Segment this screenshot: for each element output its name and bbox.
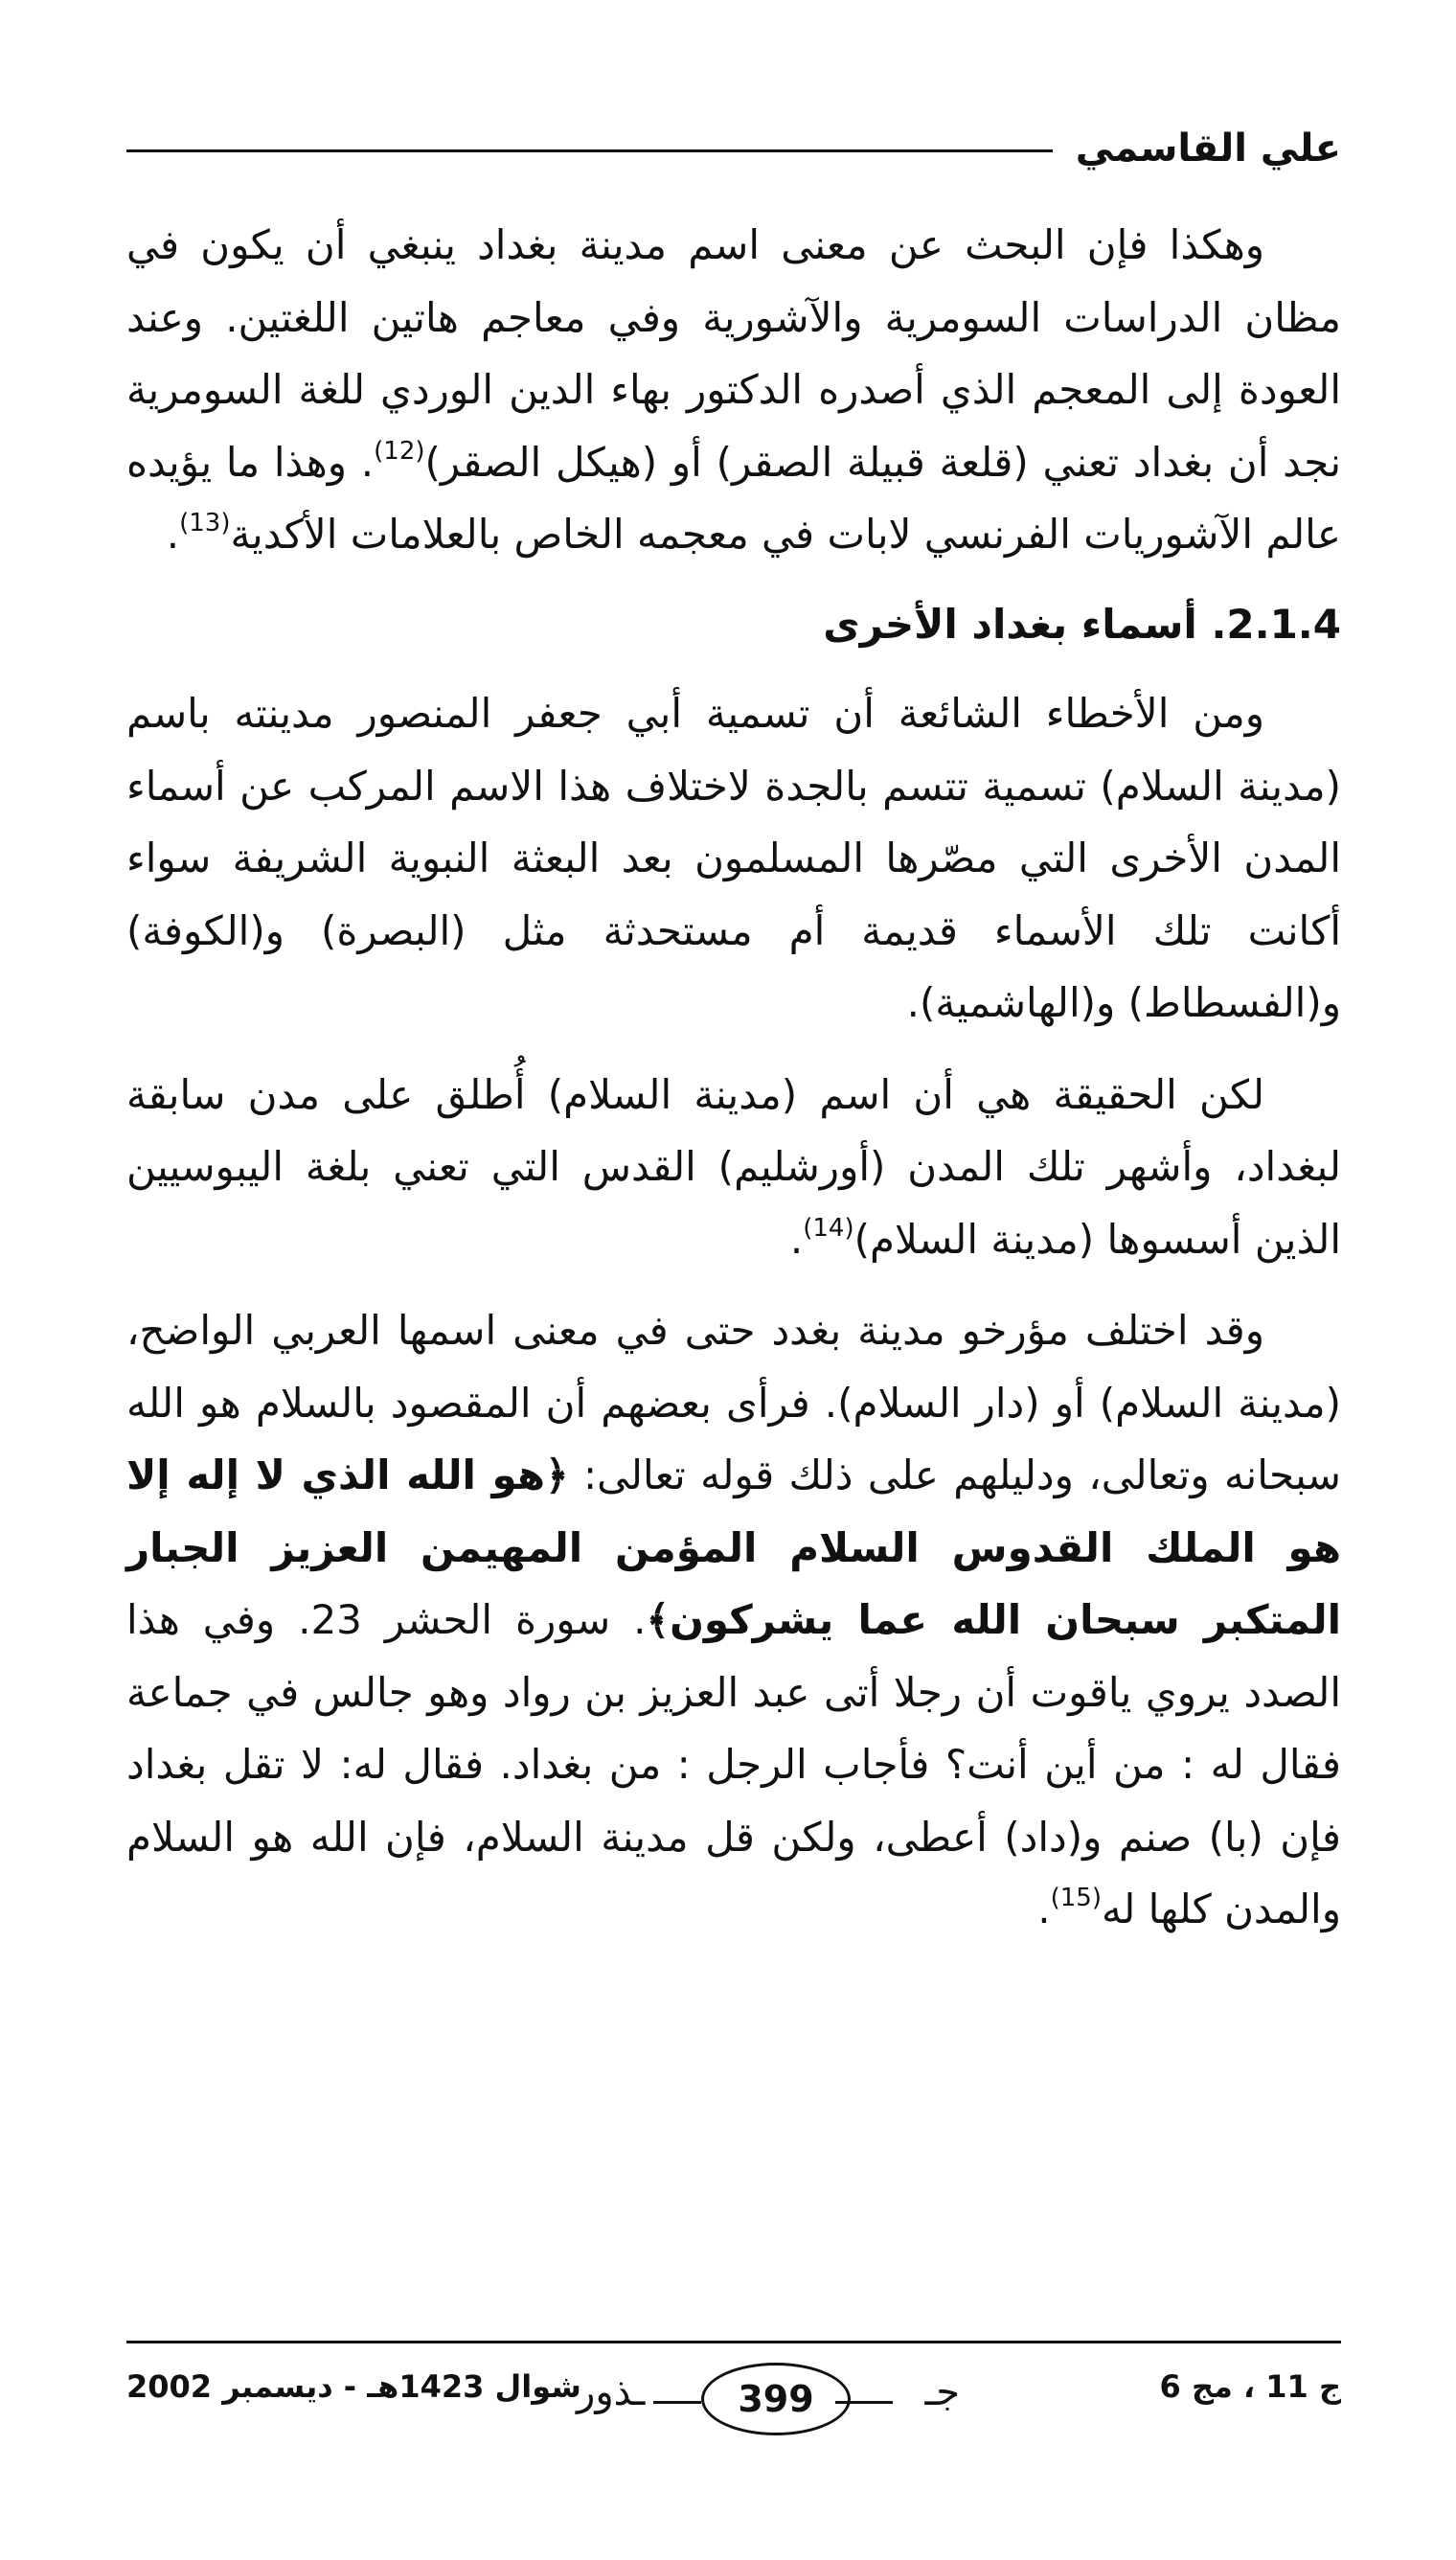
journal-emblem [577,2363,960,2458]
paragraph-2: ومن الأخطاء الشائعة أن تسمية أبي جعفر المنصور مدينته باسم (مدينة السلام) تسمية تتسم بالجدة لاختلاف هذا الاسم المركب عن أسماء المدن الأخرى التي مصّرها المسلمون بعد البعثة النبوية الشريفة سواء أكانت تلك الأسماء قديمة أم مستحدثة مثل (البصرة) و(الكوفة) و(الفسطاط) و(الهاشمية). [126,690,1341,1026]
paragraph-1-text: وهكذا فإن البحث عن معنى اسم مدينة بغداد ينبغي أن يكون في مظان الدراسات السومرية والآشورية وفي معاجم هاتين اللغتين. وعند العودة إلى المعجم الذي أصدره الدكتور بهاء الدين الوردي للغة السومرية نجد أن بغداد تعني (قلعة قبيلة الصقر) أو (هيكل الصقر) [126,221,1342,486]
emblem-line-left [653,2401,701,2404]
page-number: 399 [738,2378,814,2420]
paragraph-3 [126,1059,1341,1276]
article-body [126,209,1341,1946]
page-number-oval [701,2363,851,2435]
section-heading: 2.1.4. أسماء بغداد الأخرى [823,600,1341,648]
running-header [126,115,1341,182]
journal-name-part-left: جـ [924,2370,960,2414]
paragraph-1-text-b: . وهذا ما يؤيده عالم الآشوريات الفرنسي لابات في معجمه الخاص بالعلامات الأكدية [126,438,1341,558]
paragraph-4-end: . [1037,1886,1051,1932]
issue-volume: ج 11 ، مج 6 [1159,2368,1341,2405]
footnote-ref-12: (12) [374,436,425,466]
quran-quote: ﴿هو الله الذي لا إله إلا هو الملك القدوس السلام المؤمن المهيمن العزيز الجبار المتكبر سبحان الله عما يشركون﴾ [126,1451,1342,1643]
paragraph-4-text: وقد اختلف مؤرخو مدينة بغدد حتى في معنى اسمها العربي الواضح،(مدينة السلام) أو (دار السلام). فرأى بعضهم أن المقصود بالسلام هو الله سبحانه وتعالى، ودليلهم على ذلك قوله تعالى: [126,1307,1341,1498]
footnote-ref-13: (13) [179,509,231,537]
journal-name-part-right: ـذور [577,2370,646,2414]
page-footer [126,2363,1341,2468]
header-rule [126,149,1053,152]
paragraph-1 [126,209,1341,571]
paragraph-4 [126,1294,1341,1946]
paragraph-3-end: . [789,1215,804,1263]
footer-rule [126,2341,1341,2343]
author-name: علي القاسمي [1075,126,1341,171]
footnote-ref-14: (14) [803,1213,854,1243]
issue-date: شوال 1423هـ - ديسمبر 2002 [126,2368,581,2405]
document-page [126,0,1341,2560]
emblem-line-right [835,2401,893,2404]
paragraph-1-end: . [166,511,180,558]
paragraph-3-text: لكن الحقيقة هي أن اسم (مدينة السلام) أُطلق على مدن سابقة لبغداد، وأشهر تلك المدن (أورشليم) القدس التي تعني بلغة اليبوسيين الذين أسسوها (مدينة السلام) [126,1070,1341,1263]
paragraph-4-text-b: . سورة الحشر 23. وفي هذا الصدد يروي ياقوت أن رجلا أتى عبد العزيز بن رواد وهو جالس في جماعة فقال له : من أين أنت؟ فأجاب الرجل : من بغداد. فقال له: لا تقل بغداد فإن (با) صنم و(داد) أعطى، ولكن قل مدينة السلام، فإن الله هو السلام والمدن كلها له [126,1596,1341,1932]
footnote-ref-15: (15) [1050,1884,1102,1912]
